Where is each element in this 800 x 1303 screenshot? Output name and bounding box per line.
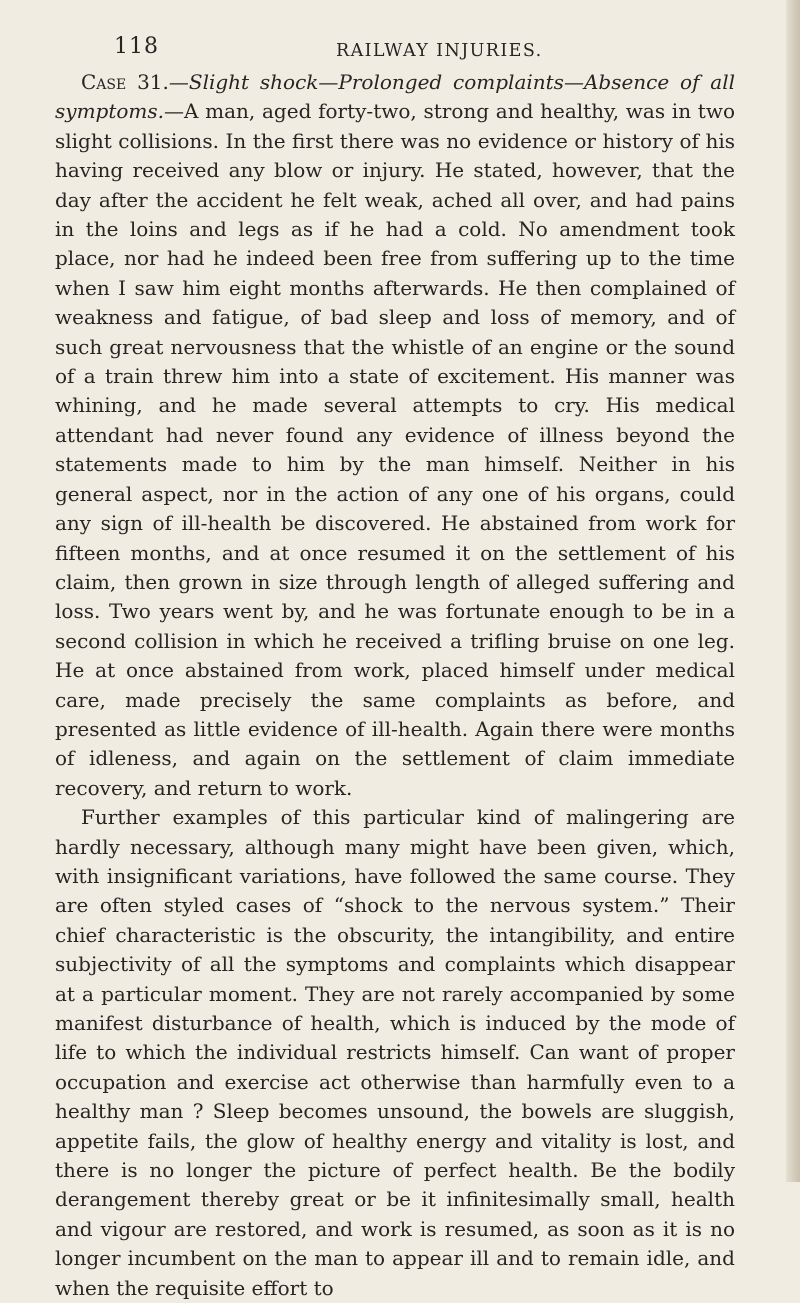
page-body — [55, 68, 735, 1303]
case-body: —A man, aged forty-two, strong and healthy, was in two slight collisions. In the first there was no evidence or history of his having received any blow or injury. He stated, however, that the day after the accident he felt weak, ached all over, and had pains in the loins and legs as if he had a cold. No amendment took place, nor had he indeed been free from suffering up to the time when I saw him eight months afterwards. He then complained of weakness and fatigue, of bad sleep and loss of memory, and of such great nervousness that the whistle of an engine or the sound of a train threw him into a state of excitement. His manner was whining, and he made several attempts to cry. His medical attendant had never found any evidence of illness beyond the statements made to him by the man himself. Neither in his general aspect, nor in the action of any one of his organs, could any sign of ill-health be discovered. He abstained from work for fifteen months, and at once resumed it on the settlement of his claim, then grown in size through length of alleged suffering and loss. Two years went by, and he was fortunate enough to be in a second collision in which he received a trifling bruise on one leg. He at once abstained from work, placed himself under medical care, made precisely the same complaints as before, and presented as little evidence of ill-health. Again there were months of idleness, and again on the settlement of claim immediate recovery, and return to work. — [55, 99, 735, 800]
malingering-paragraph: Further examples of this particular kind of malingering are hardly necessary, although many might have been given, which, with insignificant variations, have followed the same course. They are often styled cases of “shock to the nervous system.” Their chief characteristic is the obscurity, the intangibility, and entire subjectivity of all the symptoms and complaints which disappear at a particular moment. They are not rarely accompanied by some manifest disturbance of health, which is induced by the mode of life to which the individual restricts himself. Can want of proper occupation and exercise act otherwise than harmfully even to a healthy man ? Sleep becomes unsound, the bowels are sluggish, appetite fails, the glow of healthy energy and vitality is lost, and there is no longer the picture of perfect health. Be the bodily derangement thereby great or be it infinitesimally small, health and vigour are restored, and work is resumed, as soon as it is no longer incumbent on the man to appear ill and to remain idle, and when the requisite effort to — [55, 805, 735, 1300]
case-31-paragraph — [55, 68, 735, 803]
page-edge-shadow — [786, 0, 800, 1182]
page-number: 118 — [114, 34, 159, 59]
case-number: 31. — [137, 70, 169, 94]
running-head: RAILWAY INJURIES. — [336, 41, 543, 61]
page-header — [114, 34, 734, 64]
case-label: Case — [81, 70, 127, 94]
case-title: —Slight shock—Prolonged complaints—Absence of all symptoms. — [55, 70, 736, 124]
